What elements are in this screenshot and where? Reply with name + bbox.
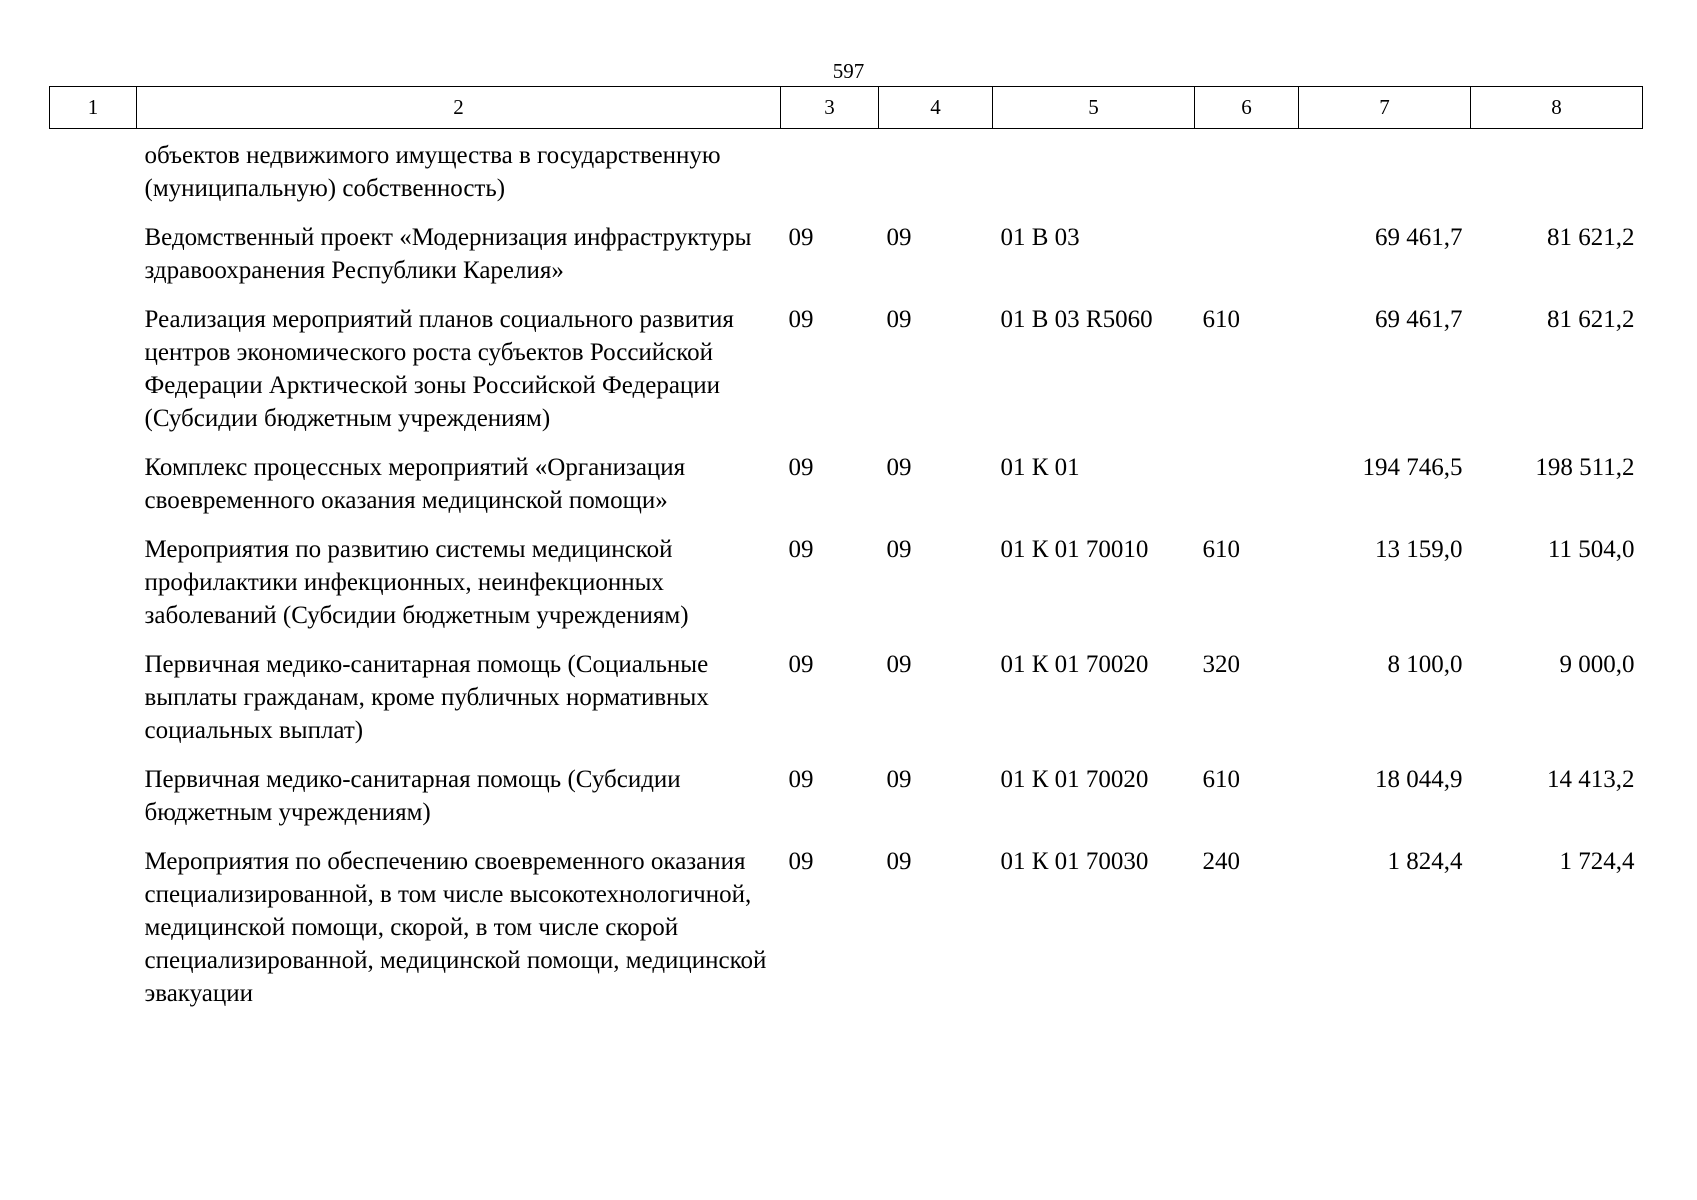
- cell-amount-col-7: 1 824,4: [1387, 848, 1463, 875]
- table-header: [50, 87, 1643, 129]
- header-col-2: 2: [137, 87, 781, 129]
- header-col-8: 8: [1471, 87, 1643, 129]
- cell-expenditure-name: Первичная медико-санитарная помощь (Субсидии бюджетным учреждениям): [144, 766, 681, 826]
- cell-amount-col-8: 11 504,0: [1547, 536, 1635, 563]
- cell-expense-type: [1195, 129, 1299, 222]
- table-row: [50, 303, 1643, 451]
- cell-section-code: 09: [788, 306, 814, 333]
- cell-section-code: 09: [788, 454, 814, 481]
- cell-amount-col-8: 198 511,2: [1535, 454, 1635, 481]
- page-number: 597: [832, 59, 865, 83]
- cell-subsection-code: 09: [886, 224, 912, 251]
- cell-target-article: 01 К 01: [1000, 454, 1080, 481]
- cell-amount-col-7: 69 461,7: [1375, 306, 1463, 333]
- header-col-4: 4: [879, 87, 993, 129]
- cell-expense-type: [1195, 451, 1299, 533]
- cell-section-code: 09: [788, 224, 814, 251]
- cell-subsection-code: 09: [886, 306, 912, 333]
- budget-table: [49, 86, 1643, 1026]
- cell-target-article: [993, 129, 1195, 222]
- cell-amount-col-7: 13 159,0: [1375, 536, 1463, 563]
- cell-expenditure-name: Реализация мероприятий планов социального развития центров экономического роста субъектов Российской Федерации Арктической зоны Российской Федерации (Субсидии бюджетным учреждениям): [144, 306, 734, 432]
- cell-col-1: [50, 303, 137, 451]
- cell-amount-col-8: 14 413,2: [1547, 766, 1635, 793]
- cell-subsection-code: [879, 129, 993, 222]
- cell-expense-type: 320: [1202, 651, 1240, 678]
- header-col-3: 3: [781, 87, 879, 129]
- cell-section-code: 09: [788, 766, 814, 793]
- header-col-6: 6: [1195, 87, 1299, 129]
- cell-subsection-code: 09: [886, 848, 912, 875]
- cell-section-code: [781, 129, 879, 222]
- cell-subsection-code: 09: [886, 766, 912, 793]
- cell-subsection-code: 09: [886, 651, 912, 678]
- cell-expense-type: 610: [1202, 536, 1240, 563]
- table-row: [50, 451, 1643, 533]
- cell-col-1: [50, 845, 137, 1026]
- cell-section-code: 09: [788, 651, 814, 678]
- header-col-1: 1: [50, 87, 137, 129]
- cell-target-article: 01 К 01 70020: [1000, 766, 1149, 793]
- cell-col-1: [50, 221, 137, 303]
- cell-expenditure-name: Мероприятия по обеспечению своевременного оказания специализированной, в том числе высокотехнологичной, медицинской помощи, скорой, в том числе скорой специализированной, медицинской помощи, медицинской эвакуации: [144, 848, 767, 1007]
- table-row: [50, 845, 1643, 1026]
- table-row: [50, 648, 1643, 763]
- table-body: [50, 129, 1643, 1027]
- cell-amount-col-7: 194 746,5: [1362, 454, 1463, 481]
- cell-expense-type: 610: [1202, 766, 1240, 793]
- cell-expenditure-name: объектов недвижимого имущества в государственную (муниципальную) собственность): [144, 142, 721, 202]
- cell-target-article: 01 К 01 70020: [1000, 651, 1149, 678]
- cell-amount-col-7: 18 044,9: [1375, 766, 1463, 793]
- cell-amount-col-7: [1299, 129, 1471, 222]
- cell-target-article: 01 В 03: [1000, 224, 1080, 251]
- cell-amount-col-7: 8 100,0: [1387, 651, 1463, 678]
- cell-amount-col-8: 81 621,2: [1547, 306, 1635, 333]
- cell-amount-col-8: 81 621,2: [1547, 224, 1635, 251]
- table-row: [50, 533, 1643, 648]
- cell-subsection-code: 09: [886, 536, 912, 563]
- cell-amount-col-8: 9 000,0: [1559, 651, 1635, 678]
- cell-expenditure-name: Ведомственный проект «Модернизация инфраструктуры здравоохранения Республики Карелия»: [144, 224, 752, 284]
- cell-target-article: 01 К 01 70010: [1000, 536, 1149, 563]
- header-col-5: 5: [993, 87, 1195, 129]
- cell-col-1: [50, 129, 137, 222]
- cell-col-1: [50, 533, 137, 648]
- cell-expenditure-name: Первичная медико-санитарная помощь (Социальные выплаты гражданам, кроме публичных нормативных социальных выплат): [144, 651, 709, 744]
- cell-target-article: 01 К 01 70030: [1000, 848, 1149, 875]
- cell-section-code: 09: [788, 848, 814, 875]
- cell-expense-type: 240: [1202, 848, 1240, 875]
- header-col-7: 7: [1299, 87, 1471, 129]
- cell-section-code: 09: [788, 536, 814, 563]
- cell-col-1: [50, 763, 137, 845]
- cell-subsection-code: 09: [886, 454, 912, 481]
- cell-expense-type: 610: [1202, 306, 1240, 333]
- cell-col-1: [50, 451, 137, 533]
- cell-amount-col-7: 69 461,7: [1375, 224, 1463, 251]
- header-row: [50, 87, 1643, 129]
- table-row: [50, 763, 1643, 845]
- cell-expenditure-name: Комплекс процессных мероприятий «Организация своевременного оказания медицинской помощи»: [144, 454, 686, 514]
- cell-amount-col-8: 1 724,4: [1559, 848, 1635, 875]
- cell-amount-col-8: [1471, 129, 1643, 222]
- cell-expense-type: [1195, 221, 1299, 303]
- cell-expenditure-name: Мероприятия по развитию системы медицинской профилактики инфекционных, неинфекционных заболеваний (Субсидии бюджетным учреждениям): [144, 536, 689, 629]
- cell-target-article: 01 В 03 R5060: [1000, 306, 1153, 333]
- cell-col-1: [50, 648, 137, 763]
- table-row: [50, 129, 1643, 222]
- table-row: [50, 221, 1643, 303]
